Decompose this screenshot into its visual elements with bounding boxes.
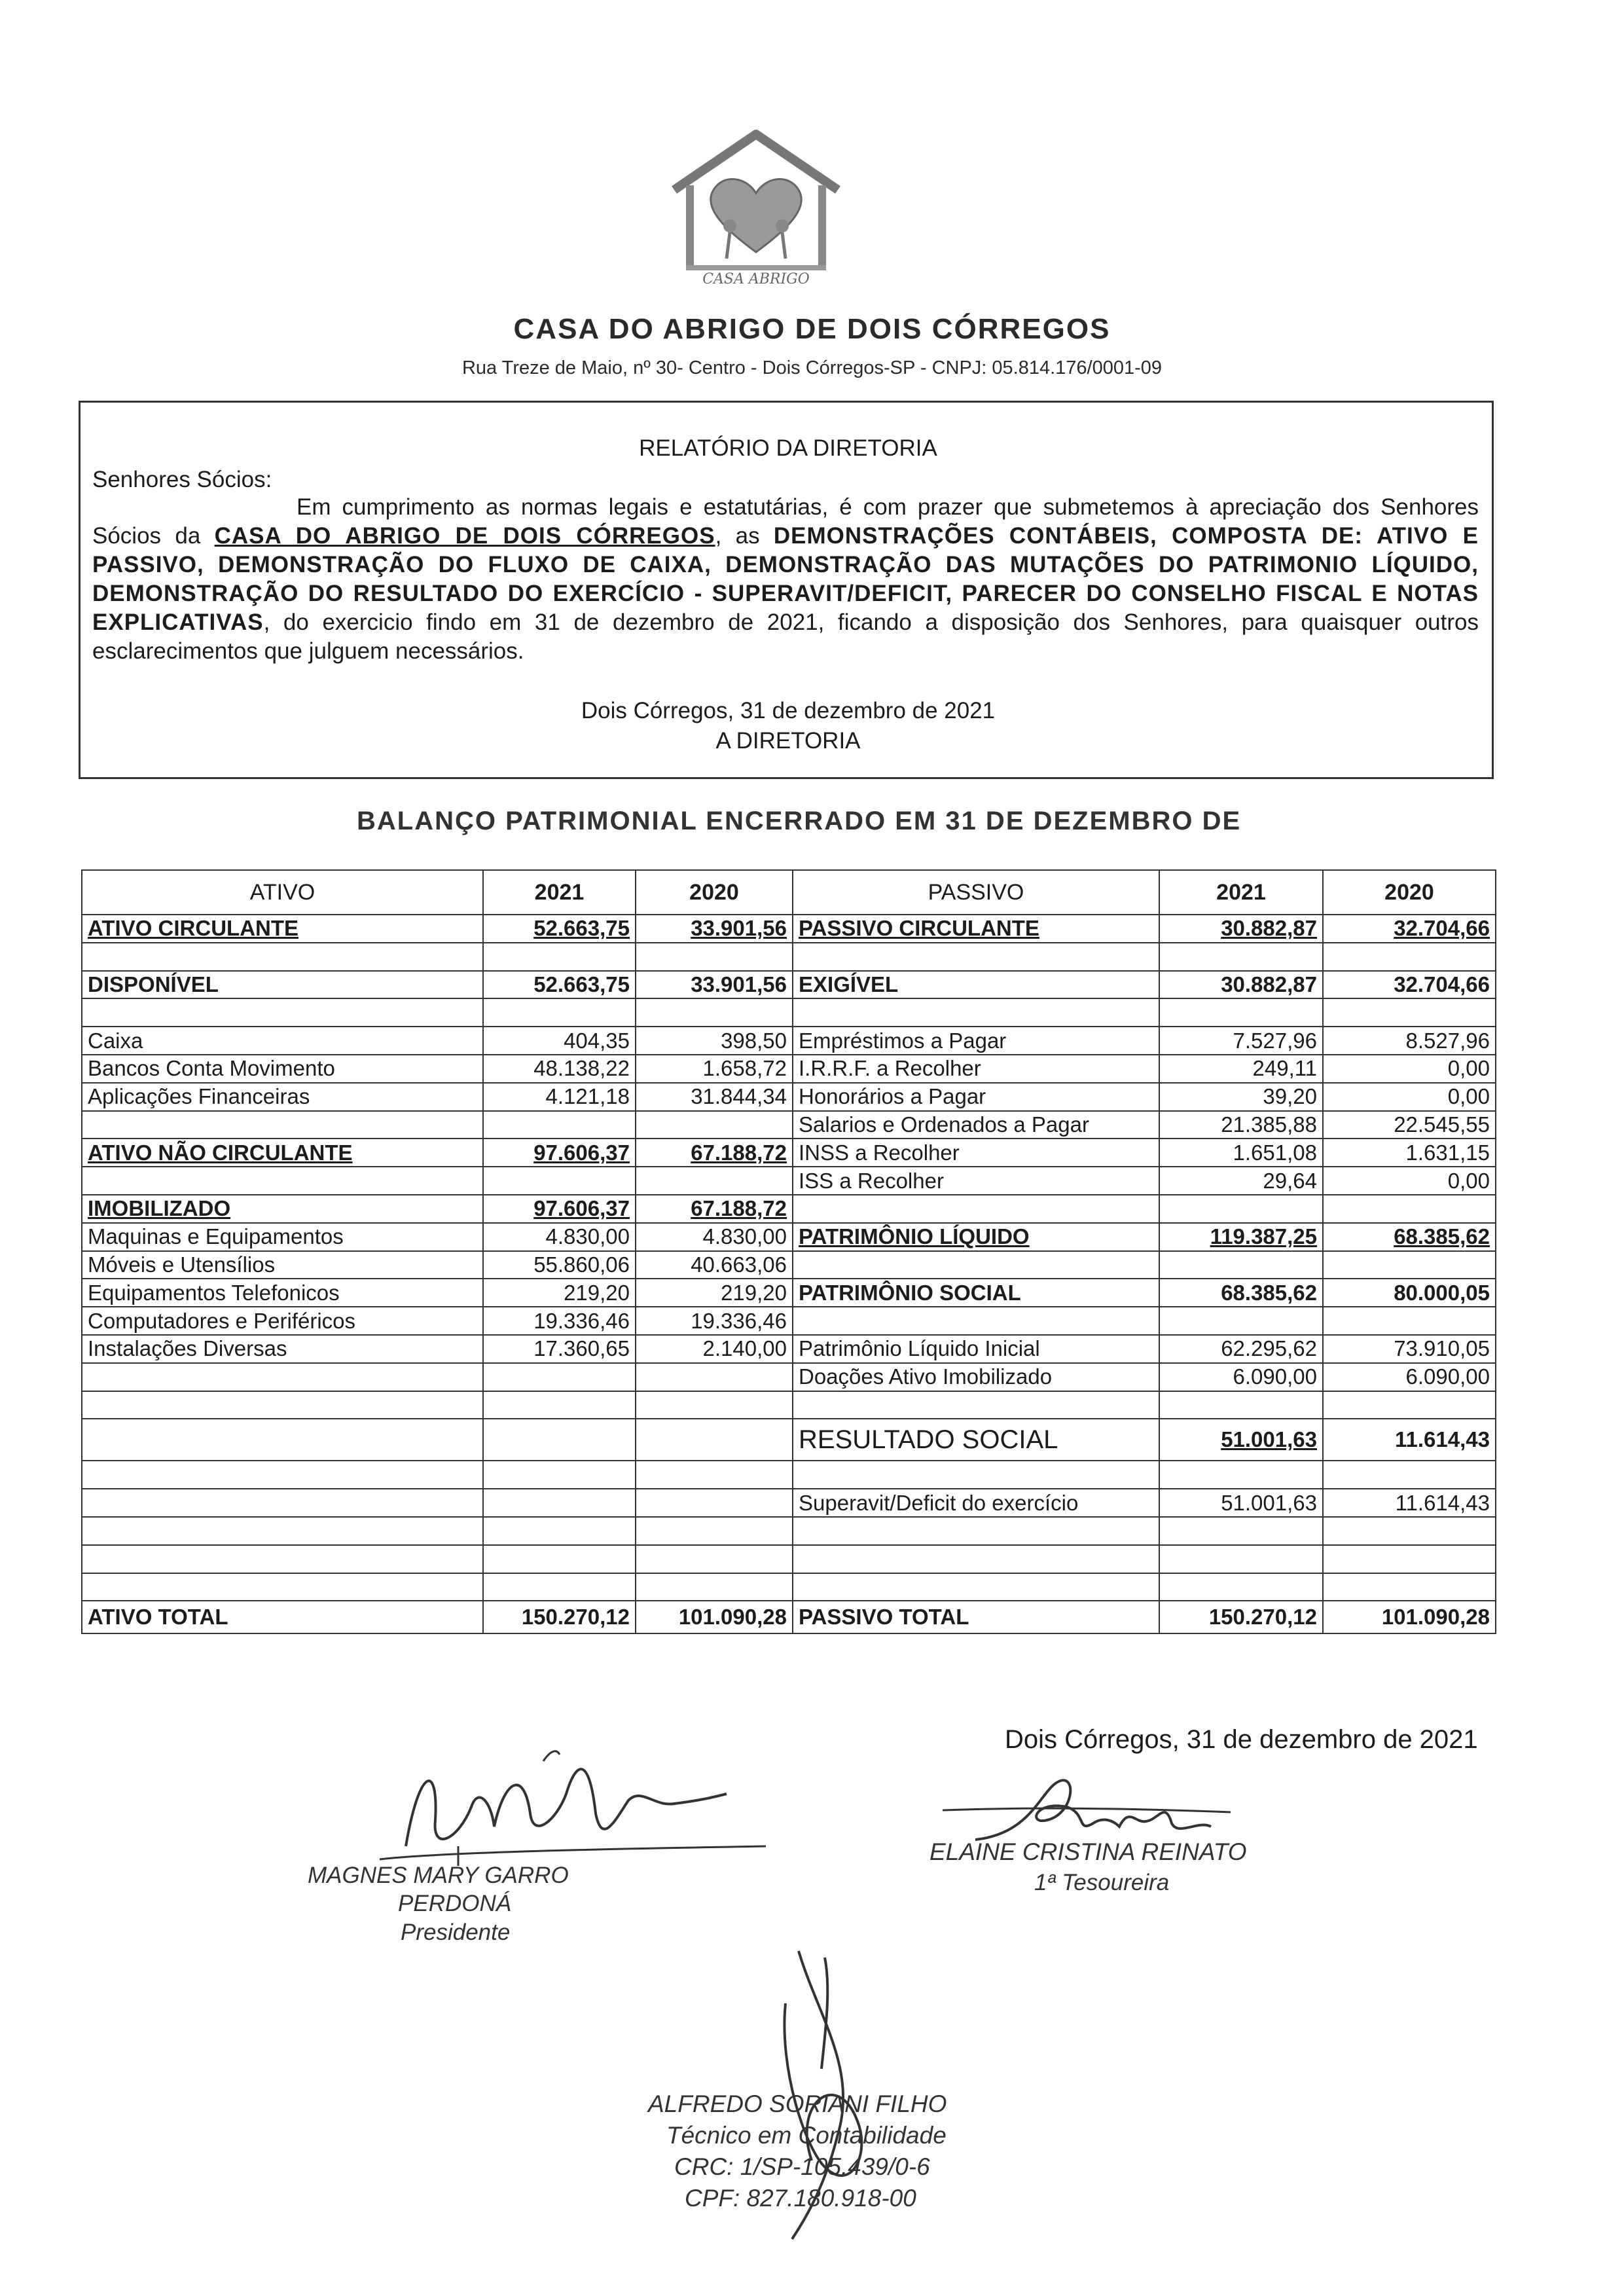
cell-passivo-label: PATRIMÔNIO LÍQUIDO xyxy=(793,1223,1159,1251)
table-row xyxy=(82,1419,1496,1461)
cell-passivo-2021: 1.651,08 xyxy=(1159,1139,1323,1167)
cell-passivo-label xyxy=(793,1391,1159,1419)
cell-passivo-2021 xyxy=(1159,1573,1323,1601)
cell-ativo-2021 xyxy=(483,1363,636,1391)
cell-passivo-label: I.R.R.F. a Recolher xyxy=(793,1055,1159,1083)
cell-passivo-2021: 68.385,62 xyxy=(1159,1279,1323,1307)
cell-ativo-2021 xyxy=(483,1545,636,1573)
cell-passivo-2020: 68.385,62 xyxy=(1323,1223,1496,1251)
cell-passivo-label: Empréstimos a Pagar xyxy=(793,1027,1159,1055)
cell-passivo-2021: 6.090,00 xyxy=(1159,1363,1323,1391)
cell-ativo-2020 xyxy=(636,1517,793,1545)
cell-passivo-2020: 32.704,66 xyxy=(1323,915,1496,943)
cell-ativo-2021: 52.663,75 xyxy=(483,971,636,999)
report-body-3: , do exercicio findo em 31 de dezembro de 2021, ficando a disposição dos Senhores, para quaisquer outros esclarecimentos que julguem necessários. xyxy=(92,610,1479,664)
cell-ativo-2021: 4.830,00 xyxy=(483,1223,636,1251)
table-row xyxy=(82,1517,1496,1545)
president-name-1: MAGNES MARY GARRO xyxy=(308,1863,569,1888)
cell-ativo-label: ATIVO TOTAL xyxy=(82,1601,483,1633)
cell-ativo-2020: 67.188,72 xyxy=(636,1195,793,1223)
cell-ativo-2021: 55.860,06 xyxy=(483,1251,636,1279)
cell-ativo-2020 xyxy=(636,1461,793,1489)
cell-ativo-label xyxy=(82,1489,483,1517)
cell-passivo-2020: 1.631,15 xyxy=(1323,1139,1496,1167)
cell-passivo-2021: 51.001,63 xyxy=(1159,1419,1323,1461)
cell-passivo-label: PASSIVO CIRCULANTE xyxy=(793,915,1159,943)
cell-passivo-2020 xyxy=(1323,1391,1496,1419)
cell-ativo-2021 xyxy=(483,1517,636,1545)
cell-passivo-2020: 80.000,05 xyxy=(1323,1279,1496,1307)
cell-ativo-label xyxy=(82,1111,483,1139)
table-row xyxy=(82,1223,1496,1251)
cell-passivo-2021 xyxy=(1159,1517,1323,1545)
cell-passivo-label: Salarios e Ordenados a Pagar xyxy=(793,1111,1159,1139)
cell-ativo-2020: 19.336,46 xyxy=(636,1307,793,1335)
table-row xyxy=(82,1601,1496,1633)
cell-ativo-2020: 398,50 xyxy=(636,1027,793,1055)
cell-passivo-2020: 11.614,43 xyxy=(1323,1489,1496,1517)
cell-passivo-2020 xyxy=(1323,1307,1496,1335)
cell-passivo-2020 xyxy=(1323,1545,1496,1573)
cell-passivo-2021: 21.385,88 xyxy=(1159,1111,1323,1139)
cell-passivo-2021: 39,20 xyxy=(1159,1083,1323,1111)
cell-passivo-label: PATRIMÔNIO SOCIAL xyxy=(793,1279,1159,1307)
cell-passivo-2021 xyxy=(1159,1307,1323,1335)
cell-passivo-label xyxy=(793,1461,1159,1489)
cell-passivo-2021: 62.295,62 xyxy=(1159,1335,1323,1363)
report-footer xyxy=(81,696,1496,756)
president-role: Presidente xyxy=(401,1920,511,1945)
cell-ativo-2020: 40.663,06 xyxy=(636,1251,793,1279)
report-entity: CASA DO ABRIGO DE DOIS CÓRREGOS xyxy=(214,523,715,549)
cell-ativo-2021: 52.663,75 xyxy=(483,915,636,943)
cell-ativo-label: Bancos Conta Movimento xyxy=(82,1055,483,1083)
cell-passivo-2021: 249,11 xyxy=(1159,1055,1323,1083)
cell-passivo-label: Honorários a Pagar xyxy=(793,1083,1159,1111)
shelter-logo xyxy=(668,128,844,291)
balance-sheet-table xyxy=(81,869,1496,1634)
cell-ativo-label xyxy=(82,1517,483,1545)
cell-passivo-2020: 8.527,96 xyxy=(1323,1027,1496,1055)
cell-ativo-2020 xyxy=(636,1167,793,1195)
cell-passivo-label xyxy=(793,1251,1159,1279)
table-row xyxy=(82,915,1496,943)
cell-passivo-2021 xyxy=(1159,1195,1323,1223)
directors-report xyxy=(79,401,1494,779)
table-row xyxy=(82,1363,1496,1391)
cell-ativo-2021: 404,35 xyxy=(483,1027,636,1055)
header-passivo-2020: 2020 xyxy=(1323,870,1496,915)
cell-ativo-2021 xyxy=(483,998,636,1027)
table-row xyxy=(82,1279,1496,1307)
cell-ativo-2021: 97.606,37 xyxy=(483,1139,636,1167)
accountant-role: Técnico em Contabilidade xyxy=(666,2122,947,2149)
table-row xyxy=(82,1251,1496,1279)
table-row xyxy=(82,1307,1496,1335)
table-row xyxy=(82,998,1496,1027)
cell-passivo-2021: 30.882,87 xyxy=(1159,971,1323,999)
cell-passivo-2021 xyxy=(1159,1251,1323,1279)
table-row xyxy=(82,1461,1496,1489)
cell-ativo-label: Móveis e Utensílios xyxy=(82,1251,483,1279)
cell-ativo-2021 xyxy=(483,1461,636,1489)
report-body xyxy=(92,493,1479,666)
cell-passivo-label: INSS a Recolher xyxy=(793,1139,1159,1167)
cell-passivo-2020 xyxy=(1323,943,1496,971)
cell-ativo-2021: 19.336,46 xyxy=(483,1307,636,1335)
cell-ativo-2020 xyxy=(636,1391,793,1419)
table-row xyxy=(82,1027,1496,1055)
cell-ativo-2021 xyxy=(483,943,636,971)
balance-title: BALANÇO PATRIMONIAL ENCERRADO EM 31 DE DEZEMBRO DE xyxy=(357,807,1242,835)
accountant-cpf: CPF: 827.180.918-00 xyxy=(685,2185,916,2212)
cell-ativo-2021 xyxy=(483,1489,636,1517)
table-row xyxy=(82,1391,1496,1419)
org-title: CASA DO ABRIGO DE DOIS CÓRREGOS xyxy=(513,313,1111,345)
signature-place-date: Dois Córregos, 31 de dezembro de 2021 xyxy=(1005,1725,1478,1754)
cell-ativo-2021: 150.270,12 xyxy=(483,1601,636,1633)
cell-ativo-2020: 4.830,00 xyxy=(636,1223,793,1251)
report-place-date: Dois Córregos, 31 de dezembro de 2021 xyxy=(581,698,996,723)
cell-passivo-label: RESULTADO SOCIAL xyxy=(793,1419,1159,1461)
cell-passivo-label xyxy=(793,1307,1159,1335)
report-statements: DEMONSTRAÇÕES CONTÁBEIS, COMPOSTA DE: ATIVO E PASSIVO, DEMONSTRAÇÃO DO FLUXO DE CAIXA, DEMONSTRAÇÃO DAS MUTAÇÕES DO PATRIMONIO LÍQUIDO, DEMONSTRAÇÃO DO RESULTADO DO EXERCÍCIO - SUPERAVIT/DEFICIT, PARECER DO CONSELHO FISCAL E NOTAS EXPLICATIVAS xyxy=(92,523,1479,635)
cell-passivo-2020: 0,00 xyxy=(1323,1167,1496,1195)
cell-ativo-label xyxy=(82,1461,483,1489)
cell-ativo-2020: 33.901,56 xyxy=(636,915,793,943)
cell-passivo-2020 xyxy=(1323,1195,1496,1223)
org-address: Rua Treze de Maio, nº 30- Centro - Dois Córregos-SP - CNPJ: 05.814.176/0001-09 xyxy=(461,357,1163,378)
cell-ativo-2020 xyxy=(636,1545,793,1573)
cell-ativo-label xyxy=(82,1363,483,1391)
cell-ativo-2020 xyxy=(636,1573,793,1601)
report-body-1: Em cumprimento as normas legais e estatutárias, é com prazer que submetemos à apreciação dos Senhores Sócios da xyxy=(92,494,1479,549)
cell-ativo-2021: 48.138,22 xyxy=(483,1055,636,1083)
cell-ativo-label: Aplicações Financeiras xyxy=(82,1083,483,1111)
cell-passivo-2020 xyxy=(1323,1461,1496,1489)
cell-ativo-2020 xyxy=(636,1419,793,1461)
table-row xyxy=(82,1335,1496,1363)
cell-passivo-2021 xyxy=(1159,943,1323,971)
cell-ativo-2021 xyxy=(483,1391,636,1419)
cell-passivo-2021 xyxy=(1159,1461,1323,1489)
cell-ativo-2021: 4.121,18 xyxy=(483,1083,636,1111)
cell-passivo-2021: 119.387,25 xyxy=(1159,1223,1323,1251)
cell-ativo-label xyxy=(82,1167,483,1195)
cell-passivo-label: PASSIVO TOTAL xyxy=(793,1601,1159,1633)
cell-ativo-label xyxy=(82,1419,483,1461)
cell-passivo-2020: 0,00 xyxy=(1323,1055,1496,1083)
cell-passivo-2020: 6.090,00 xyxy=(1323,1363,1496,1391)
cell-ativo-label: ATIVO CIRCULANTE xyxy=(82,915,483,943)
cell-passivo-2021: 150.270,12 xyxy=(1159,1601,1323,1633)
cell-ativo-2021 xyxy=(483,1573,636,1601)
logo-caption: CASA ABRIGO xyxy=(702,271,810,287)
cell-ativo-2020 xyxy=(636,1111,793,1139)
table-row xyxy=(82,1055,1496,1083)
cell-ativo-label: ATIVO NÃO CIRCULANTE xyxy=(82,1139,483,1167)
cell-ativo-2021: 97.606,37 xyxy=(483,1195,636,1223)
table-row xyxy=(82,1545,1496,1573)
cell-passivo-2021 xyxy=(1159,1391,1323,1419)
report-title: RELATÓRIO DA DIRETORIA xyxy=(639,435,937,461)
header-ativo-2021: 2021 xyxy=(483,870,636,915)
cell-passivo-2021 xyxy=(1159,998,1323,1027)
report-signoff: A DIRETORIA xyxy=(715,728,861,754)
cell-passivo-2020: 0,00 xyxy=(1323,1083,1496,1111)
table-row xyxy=(82,1083,1496,1111)
cell-passivo-2020: 73.910,05 xyxy=(1323,1335,1496,1363)
table-row xyxy=(82,971,1496,999)
header-ativo-2020: 2020 xyxy=(636,870,793,915)
cell-passivo-label: Superavit/Deficit do exercício xyxy=(793,1489,1159,1517)
cell-ativo-label xyxy=(82,1391,483,1419)
cell-ativo-label: Maquinas e Equipamentos xyxy=(82,1223,483,1251)
report-body-2: , as xyxy=(715,523,760,549)
cell-passivo-2020: 101.090,28 xyxy=(1323,1601,1496,1633)
table-row xyxy=(82,1111,1496,1139)
accountant-name: ALFREDO SORIANI FILHO xyxy=(648,2090,947,2117)
cell-passivo-2021: 30.882,87 xyxy=(1159,915,1323,943)
cell-ativo-label: Equipamentos Telefonicos xyxy=(82,1279,483,1307)
treasurer-role: 1ª Tesoureira xyxy=(1034,1870,1170,1895)
cell-passivo-2020: 22.545,55 xyxy=(1323,1111,1496,1139)
cell-passivo-label: ISS a Recolher xyxy=(793,1167,1159,1195)
table-row xyxy=(82,1167,1496,1195)
cell-passivo-2020 xyxy=(1323,1251,1496,1279)
cell-passivo-label xyxy=(793,1573,1159,1601)
header-ativo: ATIVO xyxy=(82,870,483,915)
president-signature xyxy=(308,1741,779,1872)
cell-passivo-label xyxy=(793,998,1159,1027)
cell-passivo-label: Doações Ativo Imobilizado xyxy=(793,1363,1159,1391)
treasurer-name: ELAINE CRISTINA REINATO xyxy=(929,1838,1247,1865)
cell-ativo-2020 xyxy=(636,943,793,971)
president-name-2: PERDONÁ xyxy=(398,1891,512,1916)
cell-passivo-2021: 51.001,63 xyxy=(1159,1489,1323,1517)
cell-ativo-label xyxy=(82,1573,483,1601)
cell-passivo-2020 xyxy=(1323,1517,1496,1545)
cell-ativo-2020 xyxy=(636,1363,793,1391)
cell-ativo-2020: 1.658,72 xyxy=(636,1055,793,1083)
cell-passivo-label xyxy=(793,1517,1159,1545)
header-passivo: PASSIVO xyxy=(793,870,1159,915)
cell-passivo-label xyxy=(793,1195,1159,1223)
cell-ativo-label: IMOBILIZADO xyxy=(82,1195,483,1223)
cell-ativo-label xyxy=(82,943,483,971)
cell-ativo-2020 xyxy=(636,1489,793,1517)
cell-ativo-2020: 101.090,28 xyxy=(636,1601,793,1633)
cell-ativo-label: Instalações Diversas xyxy=(82,1335,483,1363)
cell-ativo-2021 xyxy=(483,1167,636,1195)
cell-ativo-label xyxy=(82,998,483,1027)
header-passivo-2021: 2021 xyxy=(1159,870,1323,915)
cell-passivo-2020 xyxy=(1323,1573,1496,1601)
cell-passivo-2021: 7.527,96 xyxy=(1159,1027,1323,1055)
cell-ativo-2021 xyxy=(483,1111,636,1139)
cell-passivo-label: EXIGÍVEL xyxy=(793,971,1159,999)
cell-ativo-2020: 219,20 xyxy=(636,1279,793,1307)
table-row xyxy=(82,1489,1496,1517)
cell-ativo-label: Computadores e Periféricos xyxy=(82,1307,483,1335)
cell-ativo-label: DISPONÍVEL xyxy=(82,971,483,999)
cell-passivo-2020 xyxy=(1323,998,1496,1027)
cell-ativo-2020: 33.901,56 xyxy=(636,971,793,999)
accountant-crc: CRC: 1/SP-105.439/0-6 xyxy=(674,2153,930,2180)
cell-ativo-2021: 17.360,65 xyxy=(483,1335,636,1363)
cell-ativo-label: Caixa xyxy=(82,1027,483,1055)
report-greeting: Senhores Sócios: xyxy=(92,467,272,492)
table-row xyxy=(82,943,1496,971)
cell-passivo-2021: 29,64 xyxy=(1159,1167,1323,1195)
cell-passivo-2020: 11.614,43 xyxy=(1323,1419,1496,1461)
cell-ativo-label xyxy=(82,1545,483,1573)
cell-ativo-2020: 2.140,00 xyxy=(636,1335,793,1363)
table-row xyxy=(82,1139,1496,1167)
cell-passivo-2021 xyxy=(1159,1545,1323,1573)
cell-ativo-2021 xyxy=(483,1419,636,1461)
cell-passivo-2020: 32.704,66 xyxy=(1323,971,1496,999)
table-row xyxy=(82,1195,1496,1223)
cell-ativo-2020: 67.188,72 xyxy=(636,1139,793,1167)
table-header-row xyxy=(82,870,1496,915)
cell-ativo-2020 xyxy=(636,998,793,1027)
cell-ativo-2020: 31.844,34 xyxy=(636,1083,793,1111)
cell-passivo-label xyxy=(793,1545,1159,1573)
cell-passivo-label xyxy=(793,943,1159,971)
cell-ativo-2021: 219,20 xyxy=(483,1279,636,1307)
cell-passivo-label: Patrimônio Líquido Inicial xyxy=(793,1335,1159,1363)
table-row xyxy=(82,1573,1496,1601)
